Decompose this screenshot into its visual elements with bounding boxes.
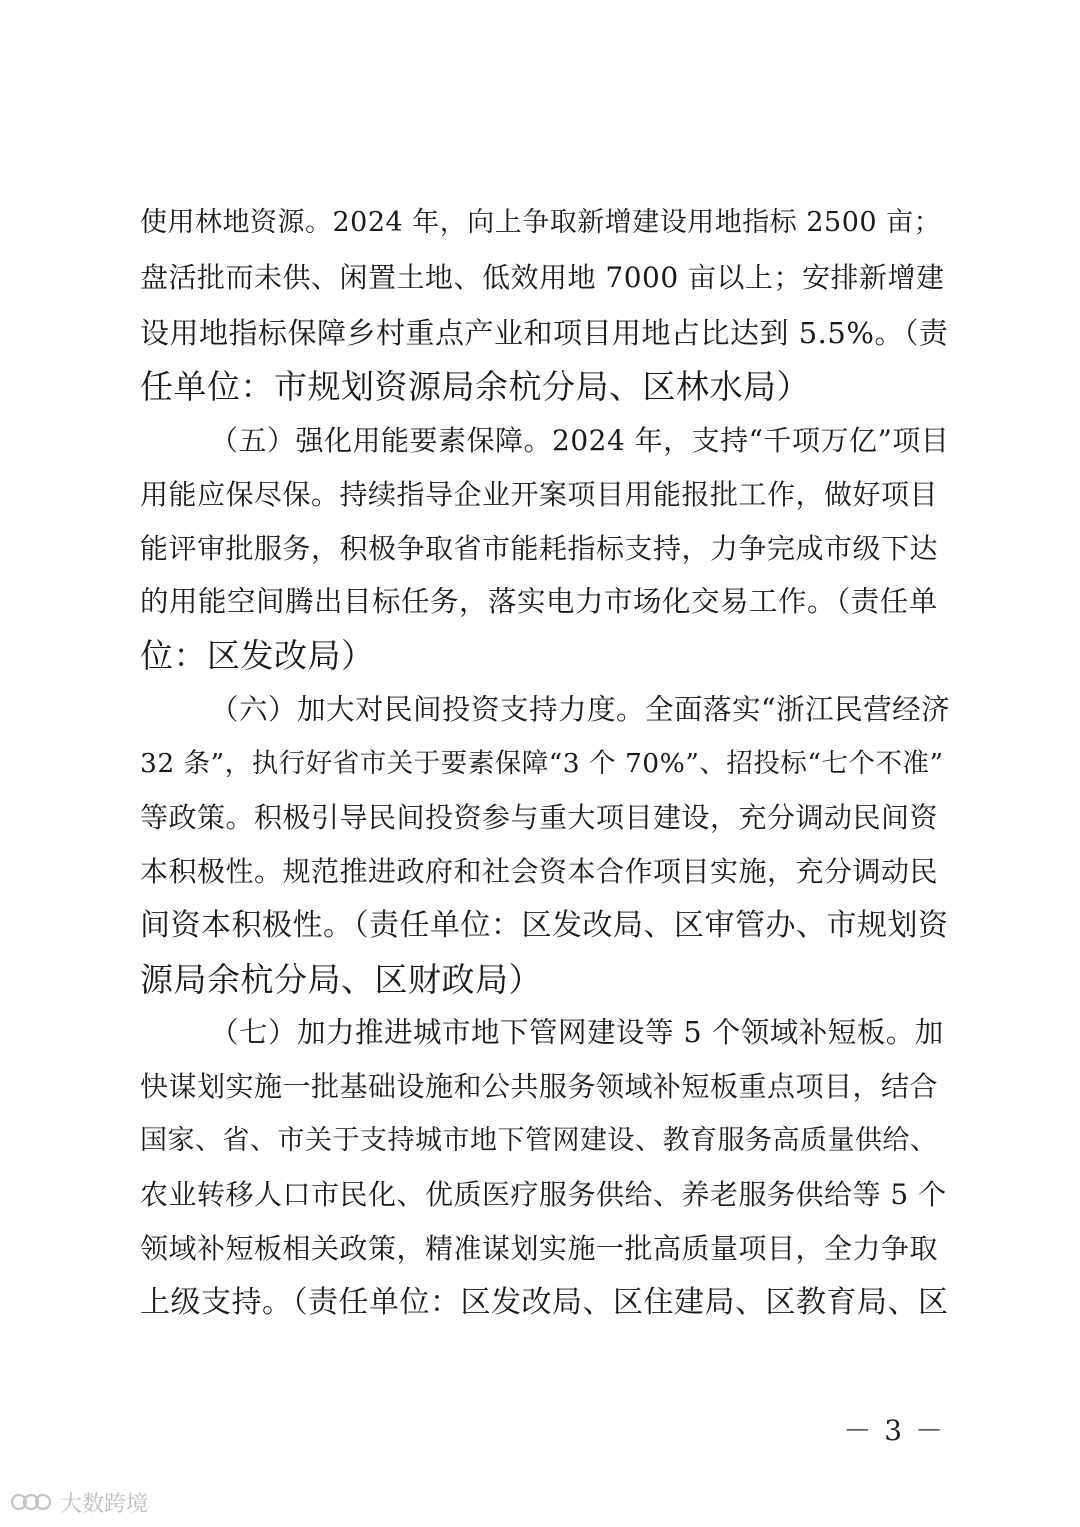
section-heading-line: （五）强化用能要素保障。2024 年，支持“千项万亿”项目 — [210, 424, 950, 457]
logo-icon — [10, 1490, 54, 1514]
text-line: 使用林地资源。2024 年，向上争取新增建设用地指标 2500 亩； — [140, 207, 942, 238]
text-line: 位：区发改局） — [140, 636, 375, 675]
text-line: 等政策。积极引导民间投资参与重大项目建设，充分调动民间资 — [140, 801, 939, 834]
text-line: 快谋划实施一批基础设施和公共服务领域补短板重点项目，结合 — [140, 1070, 939, 1103]
text-line: 能评审批服务，积极争取省市能耗指标支持，力争完成市级下达 — [140, 532, 939, 565]
text-line: 的用能空间腾出目标任务，落实电力市场化交易工作。（责任单 — [140, 585, 938, 618]
text-line: 32 条”，执行好省市关于要素保障“3 个 70%”、招投标“七个不准” — [140, 748, 944, 779]
text-line: 用能应保尽保。持续指导企业开案项目用能报批工作，做好项目 — [140, 478, 939, 511]
text-line: 上级支持。（责任单位：区发改局、区住建局、区教育局、区 — [140, 1285, 949, 1320]
text-line: 任单位：市规划资源局余杭分局、区林水局） — [140, 367, 810, 406]
section-heading-line: （六）加大对民间投资支持力度。全面落实“浙江民营经济 — [210, 693, 951, 726]
text-line: 农业转移人口市民化、优质医疗服务供给、养老服务供给等 5 个 — [140, 1178, 947, 1211]
text-line: 间资本积极性。（责任单位：区发改局、区审管办、市规划资 — [140, 908, 949, 943]
page-number: － 3 － — [843, 1414, 945, 1447]
watermark — [10, 1486, 148, 1518]
section-heading-line: （七）加力推进城市地下管网建设等 5 个领域补短板。加 — [210, 1016, 944, 1049]
text-line: 源局余杭分局、区财政局） — [140, 960, 542, 999]
watermark-text: 大数跨境 — [60, 1491, 149, 1517]
text-line: 领域补短板相关政策，精准谋划实施一批高质量项目，全力争取 — [140, 1232, 939, 1265]
text-line: 盘活批而未供、闲置土地、低效用地 7000 亩以上；安排新增建 — [140, 261, 945, 294]
text-line: 设用地指标保障乡村重点产业和项目用地占比达到 5.5%。（责 — [140, 316, 949, 350]
text-line: 国家、省、市关于支持城市地下管网建设、教育服务高质量供给、 — [140, 1125, 938, 1156]
text-line: 本积极性。规范推进政府和社会资本合作项目实施，充分调动民 — [140, 855, 939, 888]
